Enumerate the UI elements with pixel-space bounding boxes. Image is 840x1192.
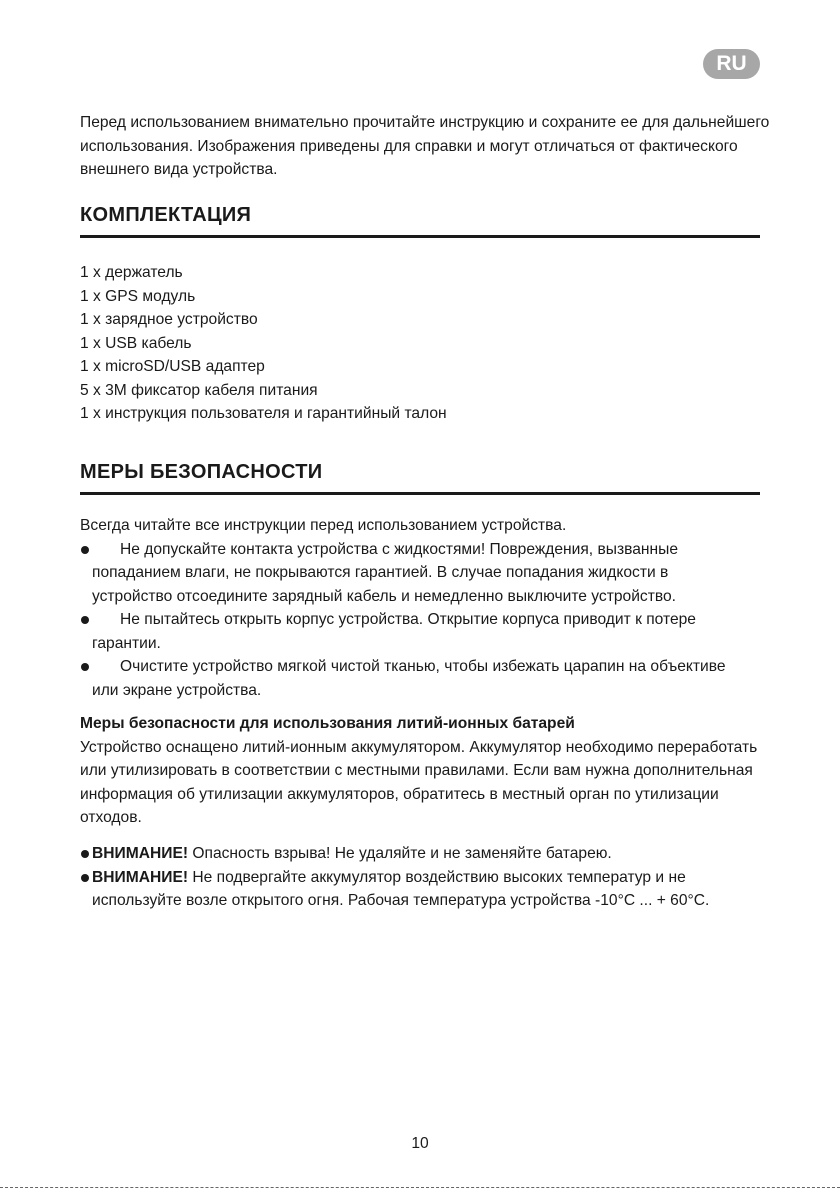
warning-item [80,866,770,913]
safety-section [80,514,770,702]
list-item: 1 х microSD/USB адаптер [80,358,265,375]
list-item: 5 х 3M фиксатор кабеля питания [80,381,318,399]
list-item: 1 х зарядное устройство [80,311,258,328]
warnings-section [80,842,770,913]
list-item: 1 х USB кабель [80,334,192,352]
bullet-icon [81,546,89,554]
safety-bullet-text: Очистите устройство мягкой чистой тканью, чтобы избежать царапин на объективе или экране устройства. [92,658,726,699]
bullet-icon [81,663,89,671]
battery-section [80,712,770,830]
list-item: 1 х держатель [80,264,183,281]
warning-text: Не подвергайте аккумулятор воздействию высоких температур и не используйте возле открытого огня. Рабочая температура устройства -10°C ... + 60°C. [92,868,710,909]
warning-text: Опасность взрыва! Не удаляйте и не заменяйте батарею. [192,845,612,862]
list-item: 1 х GPS модуль [80,287,196,305]
safety-bullet-text: Не допускайте контакта устройства с жидкостями! Повреждения, вызванные попаданием влаги, не покрываются гарантией. В случае попадания жидкости в устройство отсоедините зарядный кабель и немедленно выключите устройство. [92,540,678,605]
battery-text: Устройство оснащено литий-ионным аккумулятором. Аккумулятор необходимо переработать или утилизировать в соответствии с местными правилами. Если вам нужна дополнительная информация об утилизации аккумуляторов, обратитесь в местный орган по утилизации отходов. [80,738,758,826]
bullet-icon [81,874,89,882]
intro-paragraph: Перед использованием внимательно прочитайте инструкцию и сохраните ее для дальнейшего использования. Изображения приведены для справки и могут отличаться от фактического внешнего вида устройства. [80,114,770,178]
safety-bullet [80,655,770,702]
page-number: 10 [411,1135,429,1152]
safety-heading: МЕРЫ БЕЗОПАСНОСТИ [80,461,760,495]
bullet-icon [81,616,89,624]
safety-bullet-text: Не пытайтесь открыть корпус устройства. Открытие корпуса приводит к потере гарантии. [92,611,696,652]
battery-heading: Меры безопасности для использования литий-ионных батарей [80,715,575,732]
safety-lead: Всегда читайте все инструкции перед использованием устройства. [80,517,567,534]
kit-heading: КОМПЛЕКТАЦИЯ [80,204,760,238]
cut-line [0,1187,840,1188]
list-item: 1 х инструкция пользователя и гарантийный талон [80,405,447,422]
warning-label: ВНИМАНИЕ! [92,868,189,886]
safety-bullet [80,538,770,609]
kit-list [80,261,447,426]
bullet-icon [81,850,89,858]
warning-item [80,842,770,866]
warning-label: ВНИМАНИЕ! [92,845,189,862]
language-badge: RU [703,49,760,79]
safety-bullet [80,608,770,655]
